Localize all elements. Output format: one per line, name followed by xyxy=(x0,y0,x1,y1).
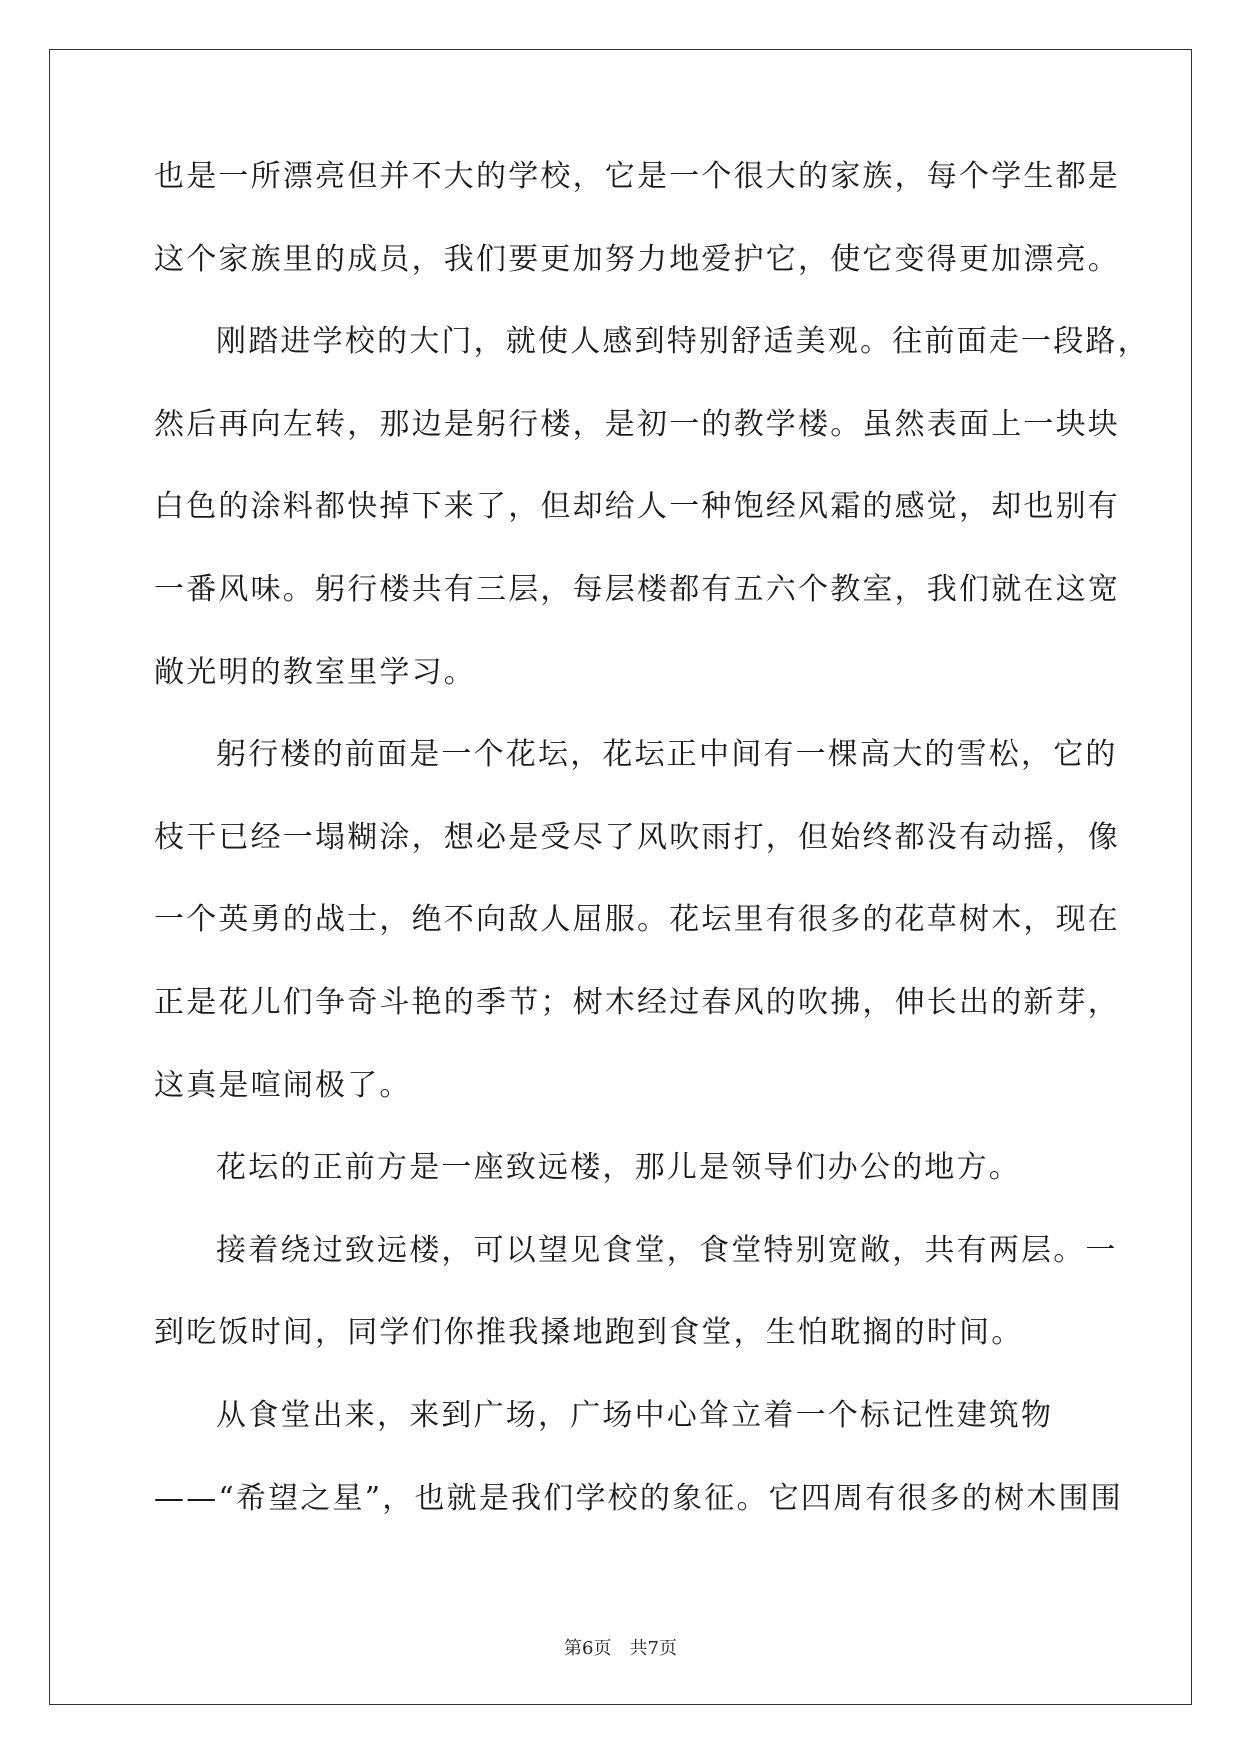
page-footer xyxy=(0,1634,1241,1660)
text-line: 敞光明的教室里学习。 xyxy=(154,654,476,690)
text-line: 这真是喧闹极了。 xyxy=(154,1067,412,1103)
text-line: 然后再向左转，那边是躬行楼，是初一的教学楼。虽然表面上一块块 xyxy=(154,406,1120,442)
text-line: 接着绕过致远楼，可以望见食堂，食堂特别宽敞，共有两层。一 xyxy=(216,1232,1118,1268)
page-number: 第6页 xyxy=(564,1638,612,1659)
document-body xyxy=(154,159,1150,1566)
text-line: 这个家族里的成员，我们要更加努力地爱护它，使它变得更加漂亮。 xyxy=(154,241,1120,277)
text-line: 一个英勇的战士，绝不向敌人屈服。花坛里有很多的花草树木，现在 xyxy=(154,902,1120,938)
text-line: 从食堂出来，来到广场，广场中心耸立着一个标记性建筑物 xyxy=(216,1397,1054,1433)
text-line: 刚踏进学校的大门，就使人感到特别舒适美观。往前面走一段路， xyxy=(216,324,1150,360)
text-line: 也是一所漂亮但并不大的学校，它是一个很大的家族，每个学生都是 xyxy=(154,159,1120,194)
text-line: 一番风味。躬行楼共有三层，每层楼都有五六个教室，我们就在这宽 xyxy=(154,571,1120,607)
text-line: 枝干已经一塌糊涂，想必是受尽了风吹雨打，但始终都没有动摇，像 xyxy=(154,819,1120,855)
text-line: 正是花儿们争奇斗艳的季节；树木经过春风的吹拂，伸长出的新芽， xyxy=(154,984,1120,1020)
text-line: 白色的涂料都快掉下来了，但却给人一种饱经风霜的感觉，却也别有 xyxy=(154,489,1120,525)
page-total: 共7页 xyxy=(629,1638,677,1659)
text-line: ——“希望之星”，也就是我们学校的象征。它四周有很多的树木围围 xyxy=(154,1480,1123,1516)
text-line: 到吃饭时间，同学们你推我搡地跑到食堂，生怕耽搁的时间。 xyxy=(154,1315,1024,1351)
text-line: 花坛的正前方是一座致远楼，那儿是领导们办公的地方。 xyxy=(216,1150,1021,1186)
text-line: 躬行楼的前面是一个花坛，花坛正中间有一棵高大的雪松，它的 xyxy=(216,737,1118,773)
